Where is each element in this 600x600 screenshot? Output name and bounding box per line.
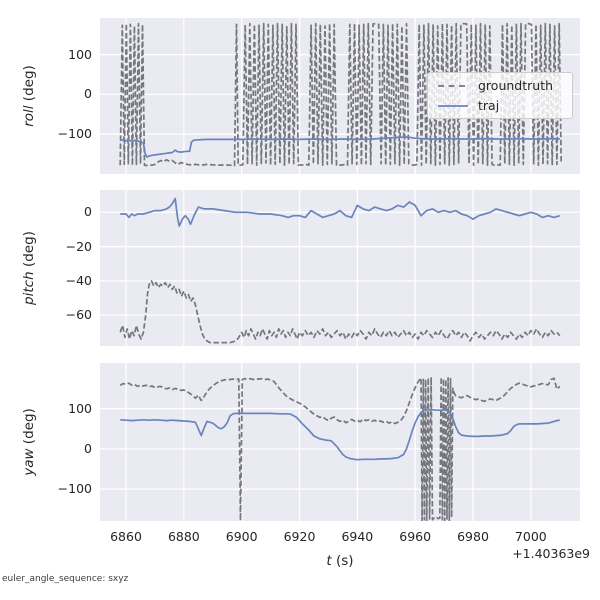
- series-groundtruth-pitch: [120, 281, 560, 343]
- y-tick-label: 0: [84, 86, 92, 102]
- y-tick-label: 0: [84, 204, 92, 220]
- chart-canvas-pitch: [100, 190, 580, 346]
- roll-axis-label-unit: (deg): [21, 65, 37, 106]
- y-tick-label: −100: [57, 481, 92, 497]
- x-tick-label: 6980: [457, 529, 489, 544]
- roll-axis-label: [19, 18, 39, 174]
- x-tick-label: 6860: [110, 529, 142, 544]
- x-tick-label: 6920: [283, 529, 316, 544]
- yaw-axis-label-italic: yaw: [21, 448, 37, 476]
- yaw-axis-label-unit: (deg): [21, 408, 37, 449]
- legend-entry-traj: [437, 98, 564, 113]
- y-tick-label: −40: [65, 272, 92, 288]
- euler-sequence-footnote: euler_angle_sequence: sxyz: [2, 574, 129, 584]
- y-tick-label: 100: [68, 400, 92, 416]
- x-tick-label: 6900: [225, 529, 258, 544]
- x-axis-label-unit: (s): [331, 553, 354, 569]
- legend-groundtruth-dashed-line: [437, 84, 469, 88]
- y-tick-label: −60: [65, 307, 92, 323]
- x-tick-label: 7000: [514, 529, 547, 544]
- legend-entry-groundtruth: [437, 78, 564, 93]
- roll-axis-label-italic: roll: [21, 105, 37, 127]
- y-tick-label: 0: [84, 440, 92, 456]
- x-axis-label-italic: t: [326, 553, 332, 569]
- pitch-axis-label-unit: (deg): [21, 231, 37, 272]
- yaw-axis-label: [19, 364, 39, 520]
- y-tick-label: −100: [57, 126, 92, 142]
- legend: [427, 72, 573, 119]
- series-traj-roll: [120, 137, 560, 157]
- legend-label-groundtruth: groundtruth: [478, 78, 554, 93]
- chart-canvas-yaw: [100, 363, 580, 521]
- y-tick-label: −20: [65, 238, 92, 254]
- x-axis-offset-text: +1.40363e9: [512, 546, 590, 561]
- x-tick-label: 6960: [399, 529, 432, 544]
- yaw-subplot: [100, 363, 580, 521]
- legend-label-traj: traj: [478, 98, 500, 113]
- pitch-axis-label: [19, 190, 39, 346]
- y-tick-label: 100: [68, 46, 92, 62]
- x-tick-label: 6940: [341, 529, 374, 544]
- x-tick-label: 6880: [167, 529, 200, 544]
- x-axis-label: [280, 553, 400, 569]
- pitch-axis-label-italic: pitch: [21, 271, 37, 305]
- legend-traj-solid-line: [437, 104, 469, 108]
- pitch-subplot: [100, 190, 580, 346]
- series-traj-yaw: [120, 410, 560, 460]
